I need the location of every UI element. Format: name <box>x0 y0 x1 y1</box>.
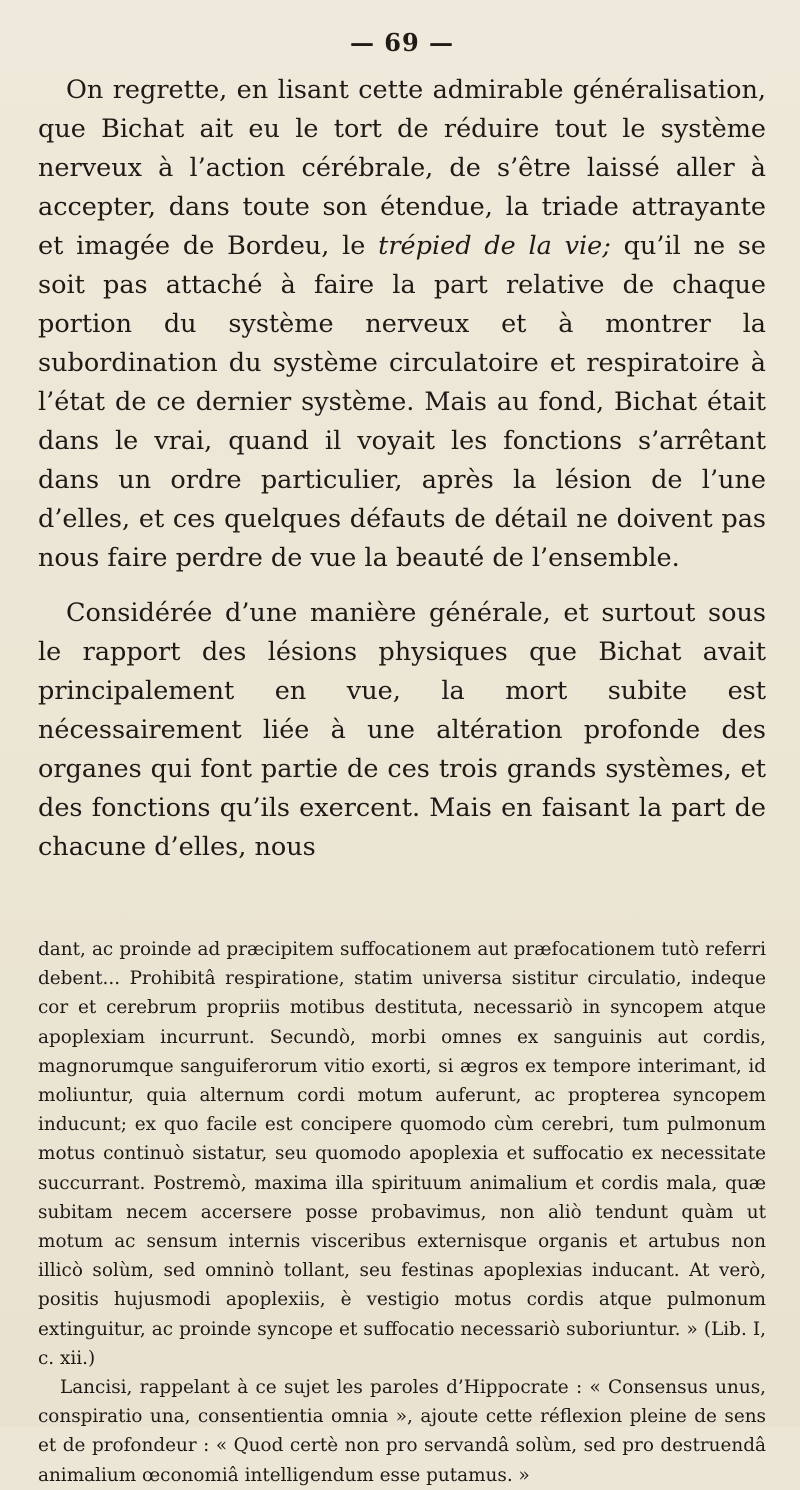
footnotes <box>38 935 766 1490</box>
footnote-continuation: dant, ac proinde ad præcipitem suffocationem aut præfocationem tutò referri debent... Prohibitâ respiratione, statim universa sistitur circulatio, indeque cor et cerebrum propriis motibus destituta, necessariò in syncopem atque apoplexiam incurrunt. Secundò, morbi omnes ex sanguinis aut cordis, magnorumque sanguiferorum vitio exorti, si ægros ex tempore interimant, id moliuntur, quia alternum cordi motum auferunt, ac propterea syncopem inducunt; ex quo facile est concipere quomodo cùm cerebri, tum pulmonum motus continuò sistatur, seu quomodo apoplexia et suffocatio ex necessitate succurrant. Postremò, maxima illa spirituum animalium et cordis mala, quæ subitam necem accersere posse probavimus, non aliò tendunt quàm ut motum ac sensum internis visceribus externisque organis et artubus non illicò solùm, sed omninò tollant, seu festinas apoplexias inducant. At verò, positis hujusmodi apoplexiis, è vestigio motus cordis atque pulmonum extinguitur, ac proinde syncope et suffocatio necessariò suboriuntur. » (Lib. I, c. xii.) <box>38 939 766 1369</box>
paragraph-1-part-1: On regrette, en lisant cette admirable généralisation, que Bichat ait eu le tort de réduire tout le système nerveux à l’action cérébrale, de s’être laissé aller à accepter, dans toute son étendue, la triade attrayante et imagée de Bordeu, le <box>38 75 766 261</box>
paragraph-1-part-2: qu’il ne se soit pas attaché à faire la part relative de chaque portion du système nerveux et à montrer la subordination du système circulatoire et respiratoire à l’état de ce dernier système. Mais au fond, Bichat était dans le vrai, quand il voyait les fonctions s’arrêtant dans un ordre particulier, après la lésion de l’une d’elles, et ces quelques défauts de détail ne doivent pas nous faire perdre de vue la beauté de l’ensemble. <box>38 231 767 573</box>
paragraph-1 <box>38 71 766 578</box>
page-number: — 69 — <box>349 28 455 57</box>
main-text <box>38 71 766 867</box>
footnote-lancisi: Lancisi, rappelant à ce sujet les paroles d’Hippocrate : « Consensus unus, conspiratio una, consentientia omnia », ajoute cette réflexion pleine de sens et de profondeur : « Quod certè non pro servandâ solùm, sed pro destruendâ animalium œconomiâ intelligendum esse putamus. » <box>38 1377 766 1486</box>
paragraph-1-emphasis: trépied de la vie; <box>378 231 611 261</box>
paragraph-2: Considérée d’une manière générale, et surtout sous le rapport des lésions physiques que Bichat avait principalement en vue, la mort subite est nécessairement liée à une altération profonde des organes qui font partie de ces trois grands systèmes, et des fonctions qu’ils exercent. Mais en faisant la part de chacune d’elles, nous <box>38 598 766 862</box>
